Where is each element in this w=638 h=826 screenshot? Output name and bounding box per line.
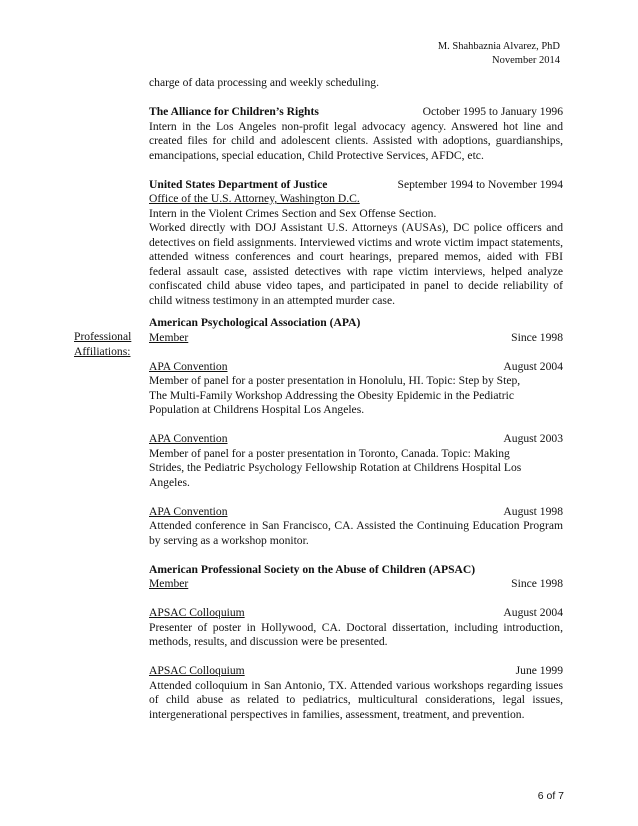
- experience-org: United States Department of Justice: [149, 177, 328, 191]
- event-title: APSAC Colloquium: [149, 606, 245, 619]
- affiliation-role: Member: [149, 330, 189, 344]
- event-date: August 2004: [503, 359, 563, 373]
- affiliation-block: [149, 316, 563, 548]
- event-text-line: Angeles.: [149, 475, 190, 489]
- page-number: 6 of 7: [537, 790, 564, 802]
- experience-entry: [149, 105, 563, 163]
- event-title: APA Convention: [149, 359, 228, 373]
- event-text: Attended conference in San Francisco, CA. Assisted the Continuing Education Program by serving as a workshop monitor.: [149, 519, 563, 547]
- intro-line: charge of data processing and weekly scheduling.: [149, 76, 379, 89]
- event-text: Presenter of poster in Hollywood, CA. Doctoral dissertation, including introduction, methods, results, and discussion were be presented.: [149, 620, 563, 648]
- experience-subtitle: Office of the U.S. Attorney, Washington D.C.: [149, 192, 360, 205]
- event-title: APSAC Colloquium: [149, 664, 245, 677]
- affiliation-since: Since 1998: [511, 577, 563, 590]
- affiliation-event: [149, 606, 563, 650]
- event-date: August 1998: [503, 504, 563, 518]
- event-text-line: The Multi-Family Workshop Addressing the Obesity Epidemic in the Pediatric: [149, 388, 514, 402]
- side-label-line-2: Affiliations:: [74, 344, 131, 358]
- event-text-line: Population at Childrens Hospital Los Angeles.: [149, 403, 365, 416]
- affiliation-event: [149, 360, 563, 418]
- event-text-line: Member of panel for a poster presentation in Honolulu, HI. Topic: Step by Step,: [149, 374, 521, 387]
- event-date: June 1999: [515, 664, 563, 677]
- affiliation-org: American Professional Society on the Abuse of Children (APSAC): [149, 562, 476, 576]
- event-title: APA Convention: [149, 432, 228, 445]
- experience-description: Intern in the Los Angeles non-profit legal advocacy agency. Answered hot line and created files for child and adolescent clients. Assisted with adoptions, guardianships, emancipations, special education, Child Protective Services, AFDC, etc.: [149, 119, 563, 162]
- affiliation-role: Member: [149, 577, 189, 590]
- event-text: Attended colloquium in San Antonio, TX. Attended various workshops regarding issues of child abuse as related to pediatrics, multicultural considerations, legal issues, intergenerational perspectives in families, assessment, treatment, and prevention.: [149, 678, 563, 721]
- affiliation-event: [149, 664, 563, 722]
- event-date: August 2003: [503, 432, 563, 445]
- event-title: APA Convention: [149, 504, 228, 518]
- affiliation-block: [149, 563, 563, 723]
- header-author: M. Shahbaznia Alvarez, PhD: [437, 41, 560, 52]
- header-date: November 2014: [492, 55, 560, 66]
- experience-dates: October 1995 to January 1996: [422, 105, 563, 118]
- experience-entry: [149, 178, 563, 309]
- experience-description: Worked directly with DOJ Assistant U.S. Attorneys (AUSAs), DC police officers and detectives on field assignments. Interviewed victims and wrote victim impact statements, attended witness conferences and court hearings, prepared memos, aided with FBI federal assault case, assisted detectives with rape victim interviews, helped analyze confiscated child abuse video tapes, and participated in panel to decide reliability of child witness testimony in an attempted murder case.: [149, 221, 563, 307]
- experience-org: The Alliance for Children’s Rights: [149, 105, 319, 118]
- affiliation-event: [149, 505, 563, 549]
- affiliation-since: Since 1998: [511, 330, 563, 344]
- affiliations-side-label: [74, 330, 131, 359]
- event-text-line: Strides, the Pediatric Psychology Fellowship Rotation at Childrens Hospital Los: [149, 461, 522, 474]
- event-date: August 2004: [503, 606, 563, 619]
- affiliation-org: American Psychological Association (APA): [149, 316, 361, 329]
- affiliation-event: [149, 432, 563, 490]
- event-text-line: Member of panel for a poster presentation in Toronto, Canada. Topic: Making: [149, 446, 510, 460]
- side-label-line-1: Professional: [74, 330, 132, 343]
- experience-dates: September 1994 to November 1994: [397, 177, 563, 191]
- main-content: [149, 76, 563, 722]
- experience-description: Intern in the Violent Crimes Section and Sex Offense Section.: [149, 206, 437, 220]
